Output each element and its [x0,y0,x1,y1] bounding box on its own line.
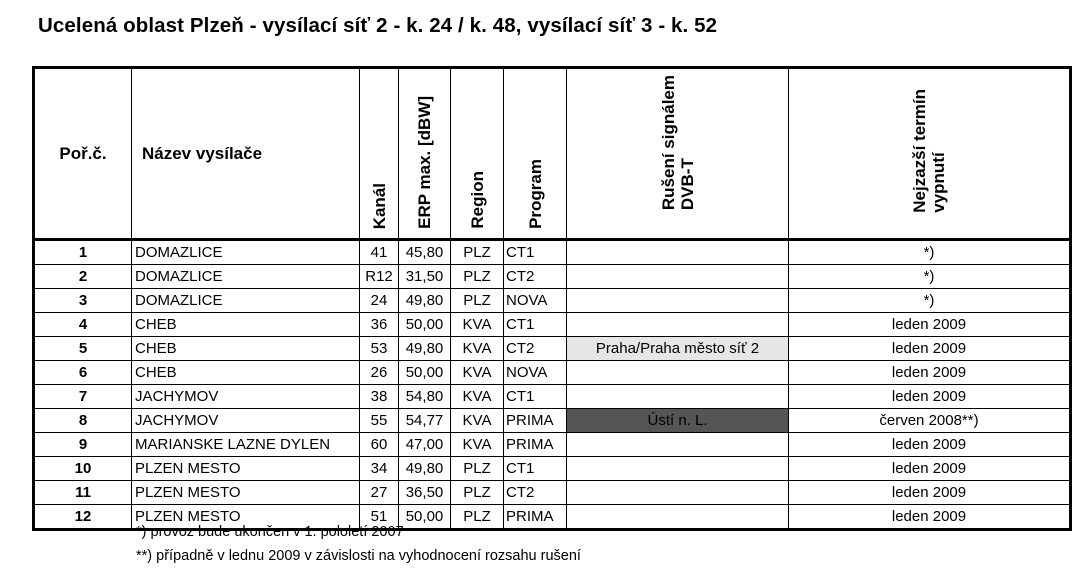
cell-erp: 45,80 [399,240,451,265]
header-termin-label [910,89,948,213]
header-nazev-label: Název vysílače [142,143,263,163]
cell-por: 7 [34,385,132,409]
cell-ruseni [567,433,789,457]
cell-ruseni [567,457,789,481]
cell-nazev: PLZEN MESTO [132,505,360,530]
cell-termin: *) [789,289,1071,313]
transmitter-table [32,66,1072,531]
cell-region: PLZ [451,457,504,481]
cell-nazev: PLZEN MESTO [132,481,360,505]
cell-program: PRIMA [504,505,567,530]
header-por-label: Poř.č. [59,143,107,163]
cell-por: 4 [34,313,132,337]
cell-program: PRIMA [504,409,567,433]
cell-kanal: 26 [360,361,399,385]
cell-program: CT1 [504,457,567,481]
cell-program: NOVA [504,361,567,385]
cell-erp: 49,80 [399,457,451,481]
cell-por: 8 [34,409,132,433]
cell-por: 3 [34,289,132,313]
table-row [34,385,1071,409]
cell-erp: 36,50 [399,481,451,505]
header-termin-line2: vypnutí [929,152,948,213]
cell-erp: 49,80 [399,289,451,313]
cell-region: PLZ [451,240,504,265]
table-row [34,457,1071,481]
header-erp [399,68,451,240]
cell-por: 6 [34,361,132,385]
cell-erp: 50,00 [399,505,451,530]
cell-termin: leden 2009 [789,361,1071,385]
cell-nazev: DOMAZLICE [132,265,360,289]
cell-kanal: 51 [360,505,399,530]
cell-por: 5 [34,337,132,361]
cell-nazev: PLZEN MESTO [132,457,360,481]
cell-nazev: MARIANSKE LAZNE DYLEN [132,433,360,457]
cell-kanal: 53 [360,337,399,361]
header-row [34,68,1071,240]
cell-ruseni [567,313,789,337]
cell-termin: leden 2009 [789,313,1071,337]
cell-region: KVA [451,433,504,457]
header-erp-label: ERP max. [dBW] [415,96,434,229]
table-row [34,433,1071,457]
cell-erp: 54,77 [399,409,451,433]
cell-program: CT1 [504,313,567,337]
table-row [34,337,1071,361]
cell-nazev: CHEB [132,361,360,385]
header-termin [789,68,1071,240]
header-nazev [132,68,360,240]
cell-region: KVA [451,361,504,385]
cell-ruseni [567,265,789,289]
cell-termin: leden 2009 [789,337,1071,361]
cell-kanal: 36 [360,313,399,337]
cell-nazev: JACHYMOV [132,409,360,433]
header-termin-line1: Nejzazší termín [910,89,929,213]
cell-program: NOVA [504,289,567,313]
cell-nazev: JACHYMOV [132,385,360,409]
cell-region: PLZ [451,481,504,505]
table-row [34,313,1071,337]
cell-kanal: 27 [360,481,399,505]
header-program [504,68,567,240]
cell-erp: 54,80 [399,385,451,409]
cell-kanal: 24 [360,289,399,313]
cell-termin: červen 2008**) [789,409,1071,433]
cell-program: PRIMA [504,433,567,457]
cell-region: PLZ [451,265,504,289]
cell-nazev: CHEB [132,313,360,337]
cell-kanal: R12 [360,265,399,289]
table-row [34,240,1071,265]
cell-ruseni [567,289,789,313]
header-ruseni-line2: DVB-T [677,158,697,211]
header-por [34,68,132,240]
header-kanal-label: Kanál [369,182,389,229]
cell-nazev: DOMAZLICE [132,240,360,265]
table-row [34,289,1071,313]
cell-kanal: 34 [360,457,399,481]
cell-program: CT2 [504,481,567,505]
cell-program: CT2 [504,265,567,289]
cell-termin: leden 2009 [789,481,1071,505]
cell-termin: leden 2009 [789,457,1071,481]
cell-erp: 31,50 [399,265,451,289]
cell-kanal: 41 [360,240,399,265]
cell-termin: *) [789,265,1071,289]
cell-ruseni [567,385,789,409]
cell-ruseni [567,505,789,530]
header-region-label: Region [467,171,487,229]
cell-ruseni [567,481,789,505]
cell-region: PLZ [451,505,504,530]
header-kanal [360,68,399,240]
cell-erp: 50,00 [399,313,451,337]
header-region [451,68,504,240]
table-row [34,409,1071,433]
header-program-label: Program [525,159,545,229]
table-row [34,361,1071,385]
cell-por: 11 [34,481,132,505]
cell-por: 1 [34,240,132,265]
cell-termin: leden 2009 [789,505,1071,530]
cell-por: 9 [34,433,132,457]
cell-region: KVA [451,385,504,409]
cell-ruseni: Ústí n. L. [567,409,789,433]
cell-por: 2 [34,265,132,289]
page-title: Ucelená oblast Plzeň - vysílací síť 2 - k. 24 / k. 48, vysílací síť 3 - k. 52 [38,14,718,37]
cell-por: 12 [34,505,132,530]
cell-ruseni: Praha/Praha město síť 2 [567,337,789,361]
cell-ruseni [567,361,789,385]
cell-kanal: 55 [360,409,399,433]
cell-ruseni [567,240,789,265]
cell-termin: leden 2009 [789,385,1071,409]
table-body [34,240,1071,530]
table-row [34,481,1071,505]
cell-region: KVA [451,409,504,433]
cell-por: 10 [34,457,132,481]
cell-region: PLZ [451,289,504,313]
cell-nazev: DOMAZLICE [132,289,360,313]
cell-erp: 49,80 [399,337,451,361]
cell-kanal: 38 [360,385,399,409]
table-row [34,265,1071,289]
cell-nazev: CHEB [132,337,360,361]
footnote-1: *) provoz bude ukončen v 1. pololetí 2007 [136,524,404,540]
header-ruseni-label [659,75,697,210]
cell-termin: leden 2009 [789,433,1071,457]
cell-program: CT1 [504,385,567,409]
cell-kanal: 60 [360,433,399,457]
footnote-2: **) případně v lednu 2009 v závislosti na vyhodnocení rozsahu rušení [136,548,581,564]
cell-erp: 50,00 [399,361,451,385]
cell-program: CT1 [504,240,567,265]
cell-region: KVA [451,337,504,361]
cell-termin: *) [789,240,1071,265]
header-ruseni-line1: Rušení signálem [658,75,678,211]
cell-region: KVA [451,313,504,337]
cell-program: CT2 [504,337,567,361]
cell-erp: 47,00 [399,433,451,457]
header-ruseni [567,68,789,240]
